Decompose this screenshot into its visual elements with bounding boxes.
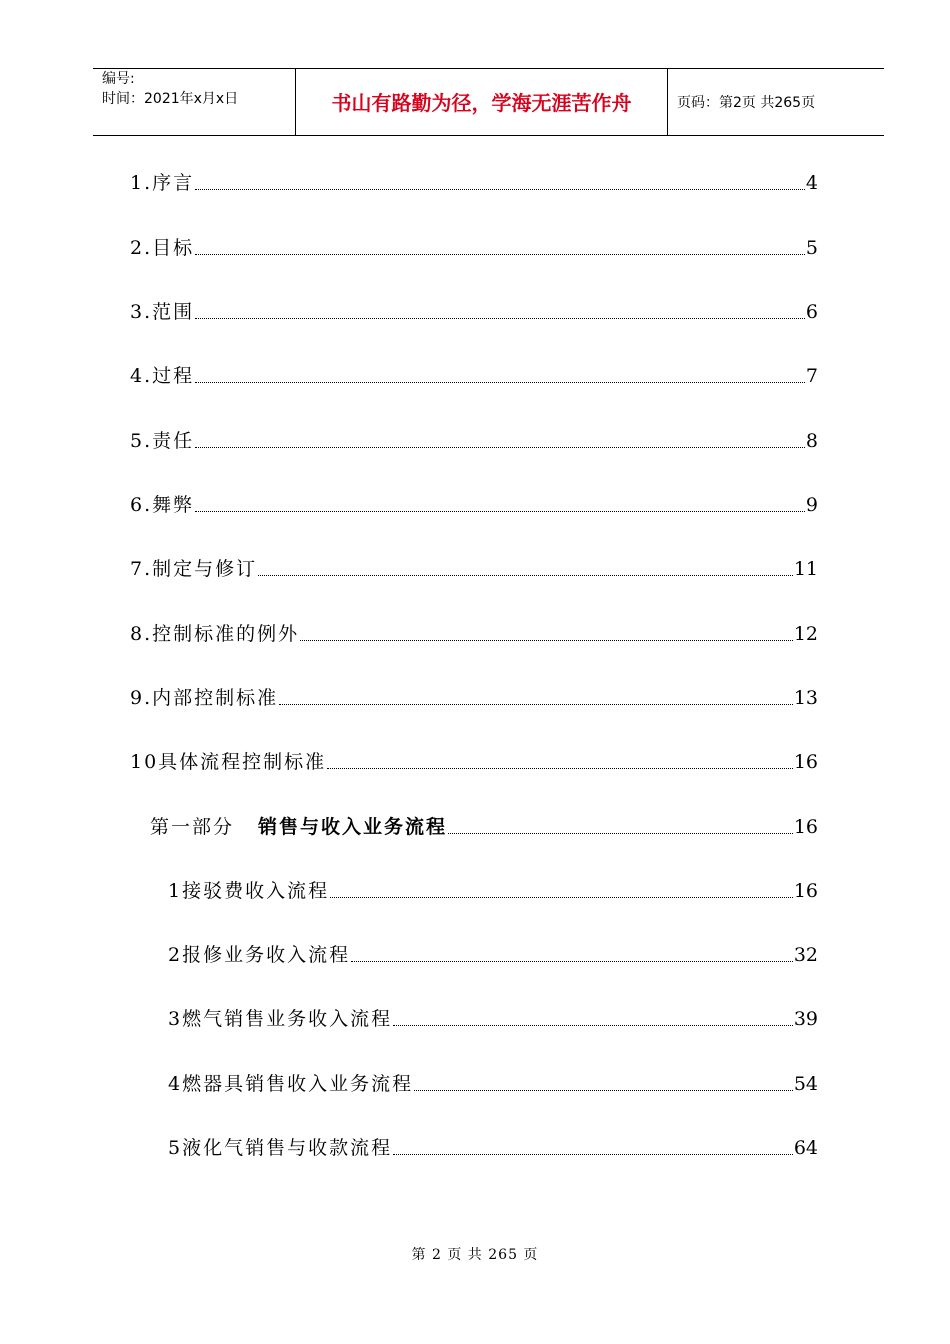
toc-entry-title: 1接驳费收入流程 xyxy=(168,880,330,902)
toc-entry-title: 4燃器具销售收入业务流程 xyxy=(168,1073,414,1095)
toc-dot-leader xyxy=(195,447,805,448)
toc-entry-title: 6.舞弊 xyxy=(130,494,195,516)
toc-entry-page: 39 xyxy=(793,1008,818,1030)
toc-entry-page: 16 xyxy=(793,751,818,773)
toc-dot-leader xyxy=(414,1090,793,1091)
toc-dot-leader xyxy=(195,189,805,190)
toc-entry-sub-3[interactable] xyxy=(168,1006,818,1032)
toc-dot-leader xyxy=(195,511,805,512)
page-footer: 第 2 页 共 265 页 xyxy=(411,1247,539,1263)
toc-entry-page: 13 xyxy=(793,687,818,709)
toc-entry-title: 1.序言 xyxy=(130,172,195,194)
toc-entry-9[interactable] xyxy=(130,685,818,711)
toc-entry-8[interactable] xyxy=(130,621,818,647)
toc-entry-page: 11 xyxy=(793,558,818,580)
toc-entry-title: 9.内部控制标准 xyxy=(130,687,279,709)
toc-dot-leader xyxy=(351,961,793,962)
toc-entry-page: 4 xyxy=(805,172,818,194)
toc-entry-page: 16 xyxy=(793,880,818,902)
toc-entry-page: 32 xyxy=(793,944,818,966)
toc-entry-title xyxy=(150,814,447,840)
toc-entry-title: 2报修业务收入流程 xyxy=(168,944,351,966)
toc-entry-5[interactable] xyxy=(130,428,818,454)
toc-entry-page: 54 xyxy=(793,1073,818,1095)
toc-entry-page: 9 xyxy=(805,494,818,516)
toc-part-title: 销售与收入业务流程 xyxy=(258,816,448,838)
toc-entry-page: 64 xyxy=(793,1137,818,1159)
toc-entry-3[interactable] xyxy=(130,299,818,325)
toc-entry-sub-4[interactable] xyxy=(168,1071,818,1097)
page-header xyxy=(93,68,884,136)
toc-entry-part-1[interactable] xyxy=(150,814,818,840)
header-motto-cell xyxy=(295,69,668,135)
toc-dot-leader xyxy=(330,897,793,898)
toc-dot-leader xyxy=(195,254,805,255)
toc-entry-7[interactable] xyxy=(130,556,818,582)
toc-entry-4[interactable] xyxy=(130,363,818,389)
toc-entry-page: 12 xyxy=(793,623,818,645)
toc-entry-title: 5液化气销售与收款流程 xyxy=(168,1137,393,1159)
toc-entry-sub-5[interactable] xyxy=(168,1135,818,1161)
toc-entry-title: 3燃气销售业务收入流程 xyxy=(168,1008,393,1030)
toc-dot-leader xyxy=(393,1154,793,1155)
toc-entry-10[interactable] xyxy=(130,749,818,775)
toc-entry-sub-1[interactable] xyxy=(168,878,818,904)
document-time-label: 时间：2021年x月x日 xyxy=(102,91,239,107)
toc-dot-leader xyxy=(300,640,793,641)
toc-entry-title: 4.过程 xyxy=(130,365,195,387)
toc-entry-page: 5 xyxy=(805,237,818,259)
toc-part-prefix: 第一部分 xyxy=(150,816,235,838)
toc-entry-2[interactable] xyxy=(130,235,818,261)
toc-entry-title: 2.目标 xyxy=(130,237,195,259)
header-page-cell xyxy=(668,69,884,135)
document-number-label: 编号: xyxy=(102,71,135,87)
toc-entry-title: 3.范围 xyxy=(130,301,195,323)
header-motto: 书山有路勤为径，学海无涯苦作舟 xyxy=(331,91,632,115)
toc-entry-page: 8 xyxy=(805,430,818,452)
toc-entry-sub-2[interactable] xyxy=(168,942,818,968)
toc-entry-title: 7.制定与修订 xyxy=(130,558,258,580)
header-page-label: 页码：第2页 共265页 xyxy=(677,95,816,111)
toc-entry-page: 16 xyxy=(793,816,818,838)
toc-entry-page: 7 xyxy=(805,365,818,387)
toc-entry-1[interactable] xyxy=(130,170,818,196)
toc-dot-leader xyxy=(258,575,793,576)
toc-entry-title: 8.控制标准的例外 xyxy=(130,623,300,645)
header-info-cell xyxy=(93,69,295,135)
toc-dot-leader xyxy=(195,382,805,383)
toc-dot-leader xyxy=(279,704,793,705)
toc-dot-leader xyxy=(393,1025,793,1026)
toc-entry-title: 5.责任 xyxy=(130,430,195,452)
toc-entry-6[interactable] xyxy=(130,492,818,518)
toc-dot-leader xyxy=(195,318,805,319)
toc-dot-leader xyxy=(448,833,793,834)
toc-entry-title: 10具体流程控制标准 xyxy=(130,751,327,773)
toc-dot-leader xyxy=(327,768,793,769)
toc-entry-page: 6 xyxy=(805,301,818,323)
